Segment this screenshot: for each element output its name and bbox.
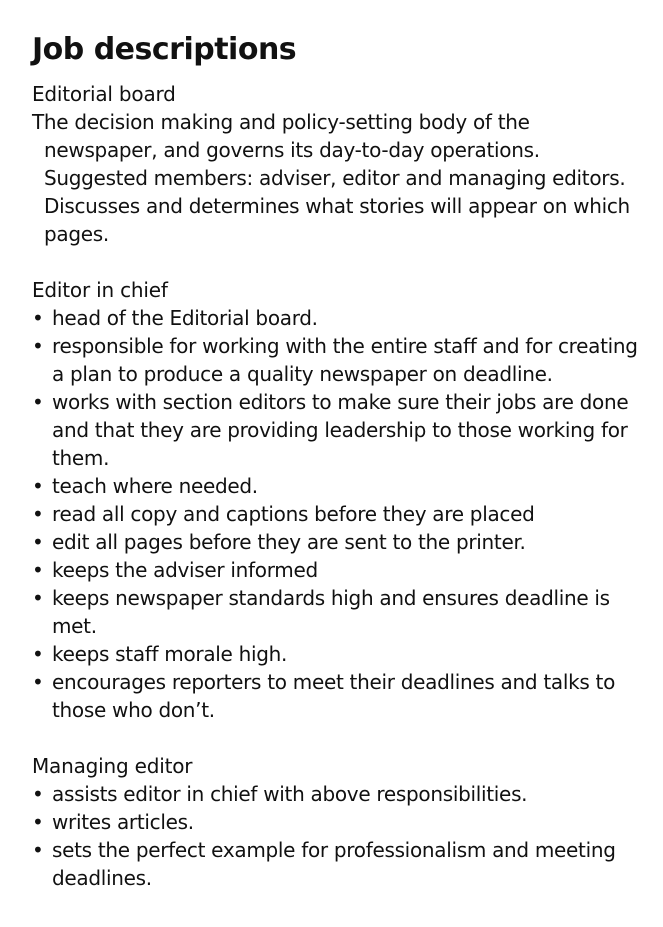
list-item-text: works with section editors to make sure their jobs are done and that they are providing leadership to those working for them. [52,390,629,470]
list-item [32,640,641,668]
list-item [32,668,641,724]
bullet-list [32,780,641,892]
section-paragraph: The decision making and policy-setting body of the newspaper, and governs its day-to-day operations. Suggested members: adviser, editor and managing editors. Discusses and determines what stories will appear on which pages. [32,110,630,246]
bullet-icon: • [32,670,44,694]
list-item-text: sets the perfect example for professionalism and meeting deadlines. [52,838,616,890]
bullet-icon: • [32,334,44,358]
list-item [32,388,641,472]
list-item-text: encourages reporters to meet their deadlines and talks to those who don’t. [52,670,616,722]
list-item-text: head of the Editorial board. [52,306,318,330]
bullet-icon: • [32,558,44,582]
list-item-text: teach where needed. [52,474,258,498]
bullet-icon: • [32,474,44,498]
list-item [32,472,641,500]
list-item [32,528,641,556]
list-item-text: keeps newspaper standards high and ensures deadline is met. [52,586,610,638]
page-title: Job descriptions [32,32,297,67]
list-item [32,556,641,584]
section-heading: Managing editor [32,754,193,778]
list-item-text: writes articles. [52,810,194,834]
section-spacer [32,724,641,752]
list-item [32,808,641,836]
list-item-text: keeps the adviser informed [52,558,318,582]
bullet-icon: • [32,586,44,610]
section-spacer [32,248,641,276]
bullet-icon: • [32,838,44,862]
bullet-icon: • [32,306,44,330]
list-item [32,332,641,388]
list-item [32,780,641,808]
bullet-icon: • [32,530,44,554]
list-item [32,836,641,892]
list-item-text: edit all pages before they are sent to the printer. [52,530,526,554]
bullet-icon: • [32,502,44,526]
list-item-text: keeps staff morale high. [52,642,288,666]
list-item [32,500,641,528]
section-heading: Editor in chief [32,278,168,302]
list-item [32,584,641,640]
bullet-icon: • [32,390,44,414]
section-editorial-board [32,80,641,248]
bullet-list [32,304,641,724]
list-item-text: responsible for working with the entire staff and for creating a plan to produce a quality newspaper on deadline. [52,334,638,386]
section-managing-editor [32,752,641,892]
section-editor-in-chief [32,276,641,724]
bullet-icon: • [32,810,44,834]
list-item-text: assists editor in chief with above responsibilities. [52,782,528,806]
list-item-text: read all copy and captions before they are placed [52,502,535,526]
bullet-icon: • [32,782,44,806]
list-item [32,304,641,332]
bullet-icon: • [32,642,44,666]
section-heading: Editorial board [32,82,176,106]
